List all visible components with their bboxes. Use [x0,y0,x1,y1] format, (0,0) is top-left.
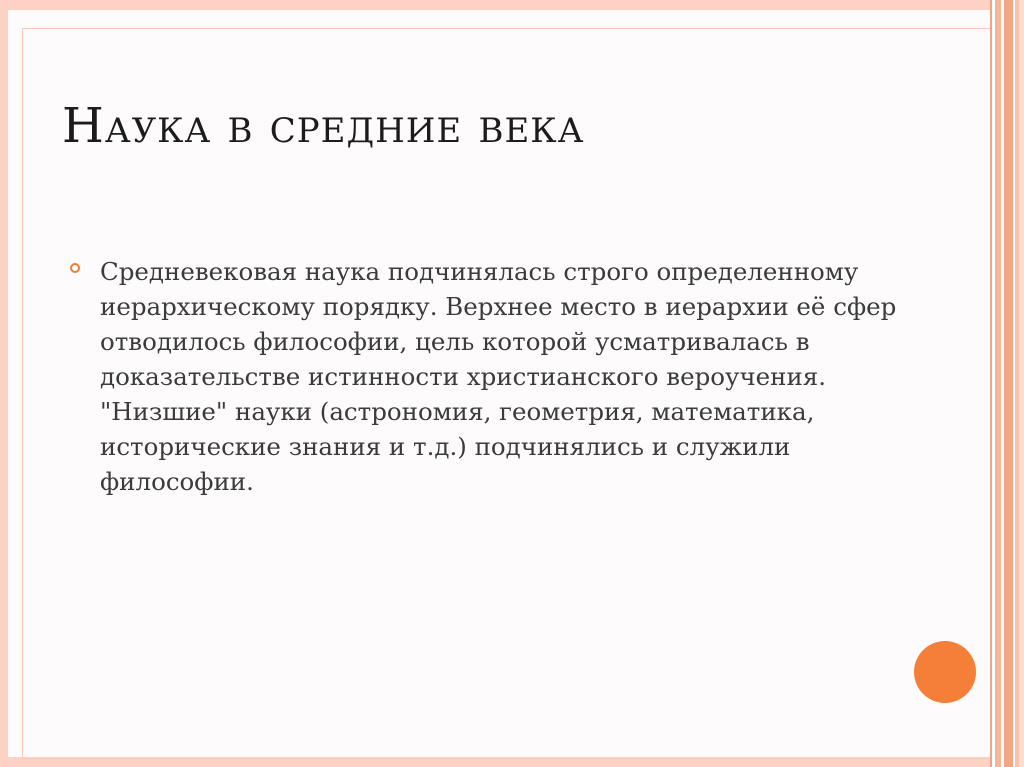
hollow-circle-bullet-icon [70,263,80,273]
stripe [1004,0,1013,767]
slide-title: Наука в средние века [62,98,585,154]
bullet-item [70,254,900,499]
right-decorative-stripes [990,0,1024,767]
stripe [1019,0,1024,767]
orange-circle-icon [914,641,976,703]
bullet-text: Средневековая наука подчинялась строго определенному иерархическому порядку. Верхнее место в иерархии её сфер отводилось философии, цель которой усматривалась в доказательстве истинности христианского вероучения. "Низшие" науки (астрономия, геометрия, математика, исторические знания и т.д.) подчинялись и служили философии. [100,257,897,496]
slide-content [70,254,900,499]
